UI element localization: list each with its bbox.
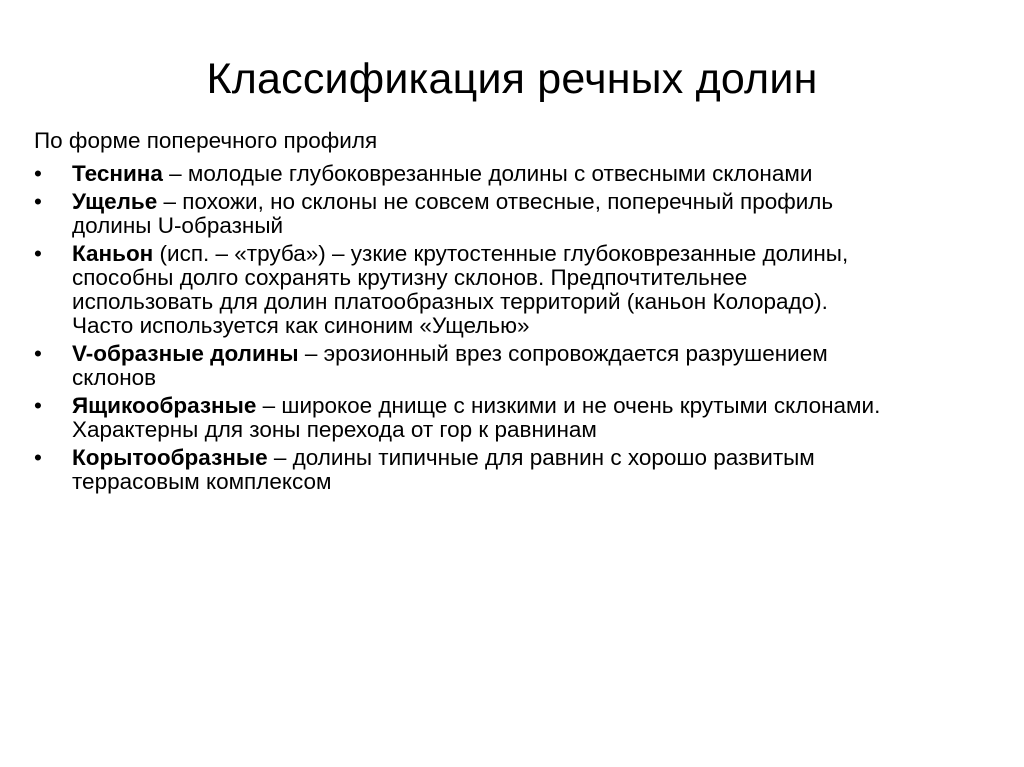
item-line: Часто используется как синоним «Ущелью» (72, 313, 530, 338)
item-line: склонов (72, 365, 157, 390)
bullet-marker: • (34, 393, 42, 418)
list-item-box-shaped (34, 394, 1009, 442)
list-item-tesnina (34, 162, 1009, 186)
item-line (72, 446, 1009, 470)
list-item-v-shaped (34, 342, 1009, 390)
slide-title: Классификация речных долин (206, 55, 818, 103)
item-term: Ущелье (72, 189, 158, 214)
item-text: – похожи, но склоны не совсем отвесные, поперечный профиль (157, 189, 834, 214)
item-term: V-образные долины (72, 341, 299, 366)
item-line (72, 162, 1009, 186)
intro-text: По форме поперечного профиля (34, 128, 378, 153)
bullet-marker: • (34, 341, 42, 366)
item-line: Характерны для зоны перехода от гор к равнинам (72, 417, 597, 442)
item-term: Теснина (72, 161, 163, 186)
item-text: (исп. – «труба») – узкие крутостенные глубоковрезанные долины, (153, 241, 849, 266)
item-line: использовать для долин платообразных территорий (каньон Колорадо). (72, 289, 828, 314)
item-term: Корытообразные (72, 445, 268, 470)
bullet-marker: • (34, 445, 42, 470)
item-line: способны долго сохранять крутизну склонов. Предпочтительнее (72, 265, 748, 290)
valley-types-list (34, 162, 1009, 494)
item-line: долины U-образный (72, 213, 284, 238)
item-line (72, 394, 1009, 418)
item-text: – долины типичные для равнин с хорошо развитым (267, 445, 815, 470)
item-text: – эрозионный врез сопровождается разрушением (298, 341, 828, 366)
item-line (72, 342, 1009, 366)
item-line (72, 242, 1009, 266)
item-term: Каньон (72, 241, 154, 266)
item-text: – молодые глубоковрезанные долины с отвесными склонами (162, 161, 813, 186)
slide-content (34, 129, 1009, 498)
item-text: – широкое днище с низкими и не очень крутыми склонами. (256, 393, 881, 418)
bullet-marker: • (34, 161, 42, 186)
bullet-marker: • (34, 189, 42, 214)
item-term: Ящикообразные (72, 393, 257, 418)
item-line: террасовым комплексом (72, 469, 332, 494)
list-item-ushchelye (34, 190, 1009, 238)
bullet-marker: • (34, 241, 42, 266)
item-line (72, 190, 1009, 214)
list-item-kanyon (34, 242, 1009, 338)
list-item-trough-shaped (34, 446, 1009, 494)
